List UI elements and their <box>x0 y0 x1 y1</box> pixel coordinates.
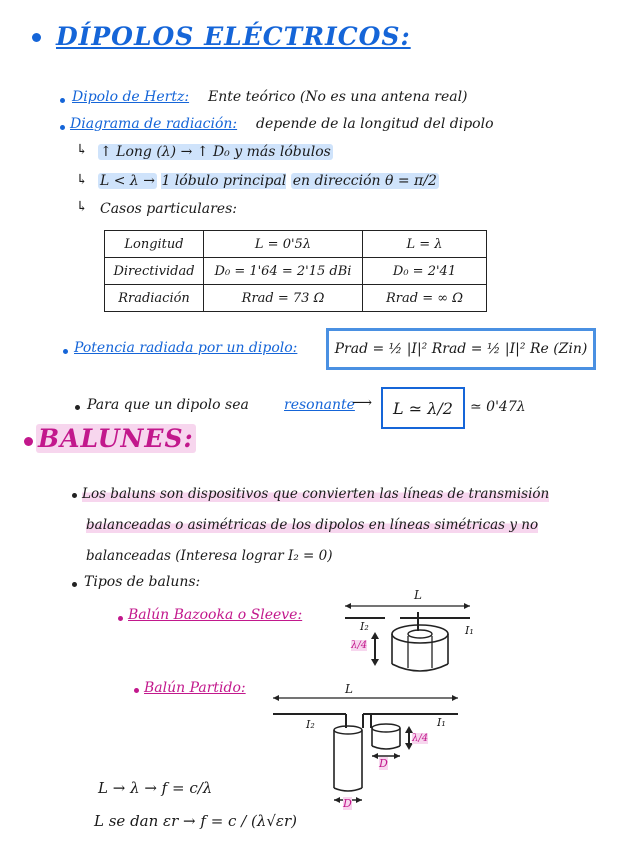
title-bullet <box>24 437 33 446</box>
resonante-box <box>381 387 465 429</box>
partido-label: Balún Partido: <box>144 680 246 696</box>
table-cell: Directividad <box>105 258 204 285</box>
final-formula-1: L → λ → f = c/λ <box>98 779 213 797</box>
line-long-text: ↑ Long (λ) → ↑ D₀ y más lóbulos <box>100 144 331 160</box>
hertz-text: Ente teórico (No es una antena real) <box>208 89 468 105</box>
table-row <box>105 231 487 258</box>
sub-arrow-icon: ↳ <box>76 142 88 158</box>
table-cell: Longitud <box>105 231 204 258</box>
bullet <box>60 98 65 103</box>
table-cell: L = λ <box>363 231 487 258</box>
table-cell: Rrad = 73 Ω <box>204 285 363 312</box>
bullet <box>60 125 65 130</box>
title-bullet <box>32 33 41 42</box>
resonante-word: resonante <box>284 397 355 413</box>
bullet <box>72 493 77 498</box>
bazooka-I2-label: I₂ <box>360 620 369 633</box>
potencia-formula-box <box>326 328 596 370</box>
tipos-text: Tipos de baluns: <box>84 574 201 590</box>
potencia-formula: Prad = ½ |I|² Rrad = ½ |I|² Re (Zin) <box>334 341 588 357</box>
table-row <box>105 285 487 312</box>
balun-desc-1: Los baluns son dispositivos que convierten las líneas de transmisión <box>82 486 550 502</box>
bullet <box>72 582 77 587</box>
bazooka-lambda4-label: λ/4 <box>351 640 368 651</box>
bazooka-I1-label: I₁ <box>465 624 474 637</box>
baluns-title-text: BALUNES: <box>38 424 194 453</box>
line-lobe-after: en dirección θ = π/2 <box>292 173 437 189</box>
table-cell: D₀ = 2'41 <box>363 258 487 285</box>
resonante-after: ≃ 0'47λ <box>470 399 526 415</box>
partido-I1-label: I₁ <box>437 716 446 729</box>
line-casos: Casos particulares: <box>100 201 237 217</box>
line-lobe-prefix: L < λ → <box>100 173 155 189</box>
hertz-label: Dipolo de Hertz: <box>72 89 190 105</box>
partido-D-label-bottom: D <box>343 797 352 810</box>
resonante-box-text: L ≃ λ/2 <box>393 398 453 418</box>
line-lobe-mid: 1 lóbulo principal <box>161 173 287 189</box>
bazooka-label: Balún Bazooka o Sleeve: <box>128 607 303 623</box>
partido-L-label: L <box>345 682 353 696</box>
table-row <box>105 258 487 285</box>
balun-desc-3: balanceadas (Interesa lograr I₂ = 0) <box>86 548 333 564</box>
baluns-title <box>36 424 196 453</box>
arrow-right-icon: ⟶ <box>352 395 373 411</box>
table-cell: Rrad = ∞ Ω <box>363 285 487 312</box>
balun-desc-2: balanceadas o asimétricas de los dipolos en líneas simétricas y no <box>86 517 539 533</box>
diagrama-label: Diagrama de radiación: <box>70 116 238 132</box>
sub-arrow-icon: ↳ <box>76 199 88 215</box>
diagrama-text: depende de la longitud del dipolo <box>256 116 494 132</box>
bullet <box>118 616 123 621</box>
bazooka-L-label: L <box>414 588 422 602</box>
partido-lambda4-label: λ/4 <box>412 733 429 744</box>
dipole-table <box>104 230 487 312</box>
bullet <box>63 349 68 354</box>
line-lobe <box>98 173 439 189</box>
line-long <box>98 144 333 160</box>
page-title: DÍPOLOS ELÉCTRICOS: <box>56 22 411 51</box>
partido-D-label-top: D <box>379 757 388 770</box>
table-cell: L = 0'5λ <box>204 231 363 258</box>
partido-diagram <box>268 686 468 816</box>
resonante-text: Para que un dipolo sea <box>87 397 249 413</box>
table-cell: Rradiación <box>105 285 204 312</box>
partido-I2-label: I₂ <box>306 718 315 731</box>
sub-arrow-icon: ↳ <box>76 172 88 188</box>
bullet <box>75 405 80 410</box>
potencia-label: Potencia radiada por un dipolo: <box>74 340 298 356</box>
bullet <box>134 688 139 693</box>
table-cell: D₀ = 1'64 = 2'15 dBi <box>204 258 363 285</box>
final-formula-2: L se dan εr → f = c / (λ√εr) <box>94 812 298 830</box>
